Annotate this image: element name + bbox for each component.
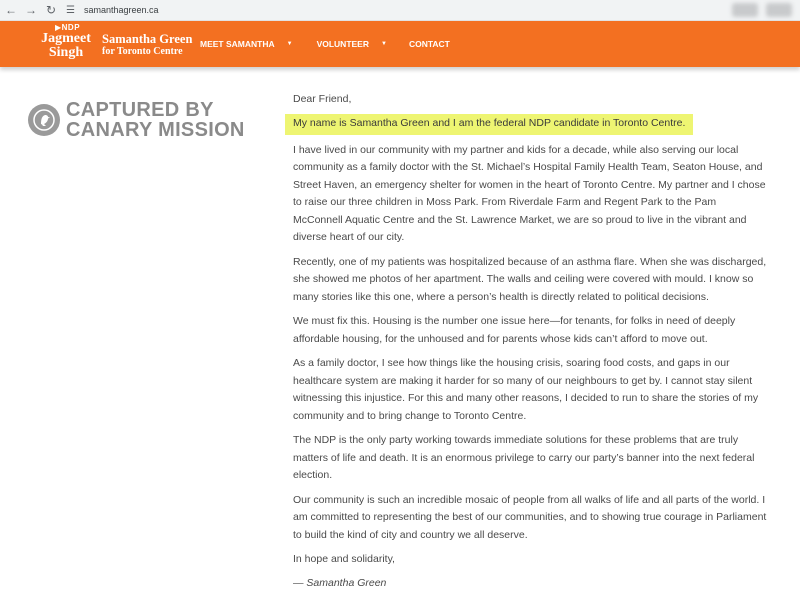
badge-line-1: CAPTURED BY	[66, 100, 245, 120]
letter-paragraph: We must fix this. Housing is the number one issue here—for tenants, for folks in need of deeply affordable housing, for the unhoused and for parents whose kids can’t afford to move out.	[293, 313, 768, 348]
ndp-mark: ▶NDP	[55, 24, 95, 32]
nav-meet-samantha[interactable]: MEET SAMANTHA ▼	[200, 37, 293, 51]
back-icon[interactable]: ←	[2, 1, 20, 19]
candidate-name: Samantha Green	[102, 33, 192, 46]
canary-bird-icon	[28, 104, 60, 136]
letter-paragraph: I have lived in our community with my partner and kids for a decade, while also serving our local community as a family doctor with the St. Michael’s Hospital Family Health Team, Seaton House, and Street Haven, an emergency shelter for women in the heart of Toronto Centre. My partner and I chose to raise our three children in Moss Park. From Riverdale Farm and Regent Park to the Pam McConnell Aquatic Centre and the St. Lawrence Market, we are so proud to live in the vibrant and diverse heart of our city.	[293, 142, 768, 247]
url-text: samanthagreen.ca	[84, 5, 159, 15]
nav-volunteer[interactable]: VOLUNTEER ▼	[317, 37, 387, 51]
letter-closing: In hope and solidarity,	[293, 551, 768, 569]
letter-greeting: Dear Friend,	[293, 91, 768, 109]
logo-leader-last: Singh	[37, 46, 95, 60]
address-bar[interactable]	[66, 2, 159, 18]
nav-contact[interactable]: CONTACT	[409, 37, 450, 51]
chevron-down-icon: ▼	[287, 41, 293, 47]
candidate-riding: for Toronto Centre	[102, 46, 192, 57]
letter-paragraph: As a family doctor, I see how things like the housing crisis, soaring food costs, and gaps in our healthcare system are making it harder for so many of our neighbours to get by. I cannot stay silent witnessing this injustice. For this and many other reasons, I decided to run to share the stories of my community and to bring change to Toronto Centre.	[293, 355, 768, 425]
ndp-logo[interactable]	[37, 24, 95, 64]
letter-paragraph: Our community is such an incredible mosaic of people from all walks of life and all parts of the world. I am committed to representing the best of our communities, and to showing true courage in Parliament to build the kind of city and country we all deserve.	[293, 492, 768, 545]
ndp-triangle-icon: ▶	[55, 23, 62, 32]
letter-paragraph: The NDP is the only party working towards immediate solutions for these problems that are truly matters of life and death. It is an enormous privilege to carry our party’s banner into the next federal election.	[293, 432, 768, 485]
site-header	[0, 21, 800, 67]
canary-mission-watermark	[28, 100, 245, 140]
chevron-down-icon: ▼	[381, 41, 387, 47]
browser-toolbar	[0, 0, 800, 21]
candidate-title[interactable]	[102, 33, 192, 57]
main-nav	[200, 37, 450, 51]
browser-actions	[732, 3, 792, 17]
letter-paragraph: Recently, one of my patients was hospitalized because of an asthma flare. When she was discharged, she showed me photos of her apartment. The walls and ceiling were covered with mould. I know so many stories like this one, where a person’s health is directly related to political decisions.	[293, 254, 768, 307]
letter-signature: — Samantha Green	[293, 575, 768, 592]
reload-icon[interactable]: ↻	[42, 1, 60, 19]
logo-leader-first: Jagmeet	[37, 32, 95, 46]
site-settings-icon[interactable]: ☰	[66, 4, 78, 16]
blurred-extension-icon[interactable]	[732, 3, 758, 17]
letter-body	[293, 91, 768, 592]
badge-text	[66, 100, 245, 140]
highlighted-sentence: My name is Samantha Green and I am the federal NDP candidate in Toronto Centre.	[285, 114, 693, 135]
forward-icon[interactable]: →	[22, 1, 40, 19]
badge-line-2: CANARY MISSION	[66, 120, 245, 140]
blurred-profile-icon[interactable]	[766, 3, 792, 17]
